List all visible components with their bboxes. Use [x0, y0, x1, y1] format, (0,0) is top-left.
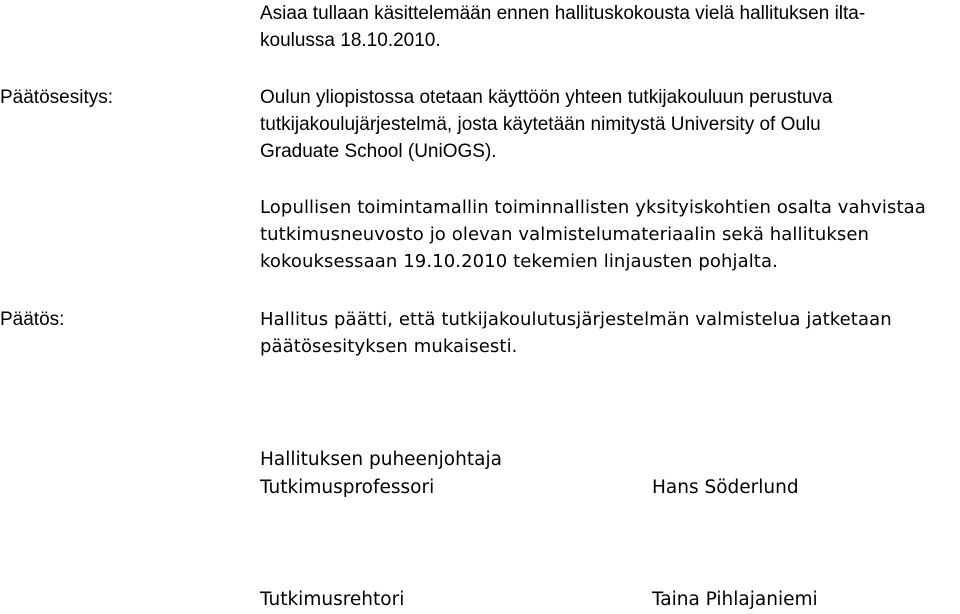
decision-line-1: Hallitus päätti, että tutkijakoulutusjärjestelmän valmistelua jatketaan: [260, 309, 892, 330]
chair-name: Hans Söderlund: [652, 477, 799, 498]
proposal-p1-line-3: Graduate School (UniOGS).: [260, 141, 497, 162]
proposal-p2-line-1: Lopullisen toimintamallin toiminnallisten yksityiskohtien osalta vahvistaa: [260, 197, 926, 218]
decision-paragraph: [260, 306, 960, 360]
decision-label: Päätös:: [0, 309, 65, 330]
intro-line-1: Asiaa tullaan käsittelemään ennen hallituskokousta vielä hallituksen ilta-: [260, 3, 866, 24]
proposal-p2-line-3: kokouksessaan 19.10.2010 tekemien linjausten pohjalta.: [260, 251, 778, 272]
chair-title: Hallituksen puheenjohtaja: [260, 449, 502, 470]
proposal-label: Päätösesitys:: [0, 87, 113, 108]
intro-line-2: koulussa 18.10.2010.: [260, 30, 441, 51]
proposal-paragraph-1: [260, 84, 960, 165]
rector-name: Taina Pihlajaniemi: [652, 589, 818, 610]
intro-paragraph: [260, 0, 960, 54]
rector-title: Tutkimusrehtori: [260, 589, 405, 610]
proposal-paragraph-2: [260, 194, 960, 275]
proposal-p1-line-2: tutkijakoulujärjestelmä, josta käytetään nimitystä University of Oulu: [260, 114, 821, 135]
proposal-p1-line-1: Oulun yliopistossa otetaan käyttöön yhteen tutkijakouluun perustuva: [260, 87, 833, 108]
decision-line-2: päätösesityksen mukaisesti.: [260, 336, 518, 357]
chair-role: Tutkimusprofessori: [260, 477, 435, 498]
proposal-p2-line-2: tutkimusneuvosto jo olevan valmistelumateriaalin sekä hallituksen: [260, 224, 870, 245]
